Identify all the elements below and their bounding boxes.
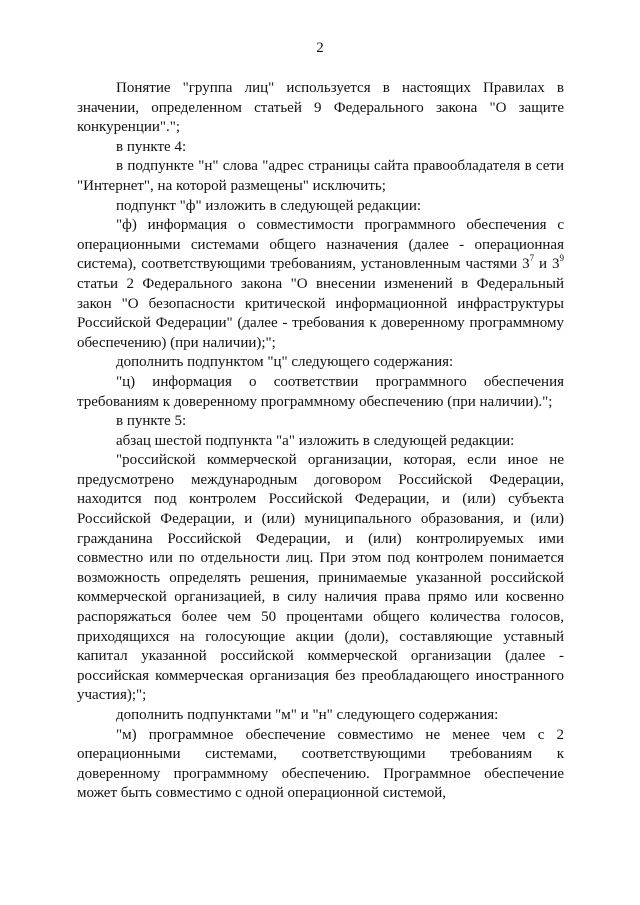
paragraph-subpoint-a-intro: абзац шестой подпункта "а" изложить в следующей редакции: (116, 432, 515, 449)
paragraph-point-5: в пункте 5: (116, 413, 187, 430)
paragraph-russian-organization: "российской коммерческой организации, которая, если иное не предусмотрено международным договором Российской Федерации, находится под контролем Российской Федерации, и (или) субъекта Российской Федерации, и (или) муниципального образования, и (или) гражданина Российской Федерации, и (или) контролируемых ими совместно или по отдельности лиц. При этом под контролем понимается возможность определять решения, принимаемые указанной российской коммерческой организацией, в силу наличия права прямо или косвенно распоряжаться более чем 50 процентами общего количества голосов, приходящихся на голосующие акции (доли), составляющие уставный капитал указанной российской коммерческой организации (далее - российская коммерческая организация без преобладающего иностранного участия);"; (77, 452, 564, 704)
text-part: и 3 (534, 256, 560, 273)
paragraph-subpoint-m-text: "м) программное обеспечение совместимо не менее чем с 2 операционными системами, соответствующими требованиям к доверенному программному обеспечению. Программное обеспечение может быть совместимо с одной операционной системой, (77, 726, 564, 802)
page-number: 2 (316, 40, 324, 56)
paragraph-subpoints-m-n-intro: дополнить подпунктами "м" и "н" следующего содержания: (116, 707, 499, 723)
paragraph-point-4: в пункте 4: (116, 138, 187, 155)
paragraph-subpoint-f-intro: подпункт "ф" изложить в следующей редакции: (116, 197, 422, 214)
text-part: "ф) информация о совместимости программного обеспечения с операционными системами общего назначения (далее - операционная система), соответствующими требованиям, установленным частями 3 (77, 217, 564, 273)
paragraph-group-definition: Понятие "группа лиц" используется в настоящих Правилах в значении, определенном статьей 9 Федерального закона "О защите конкуренции"."; (77, 80, 564, 136)
superscript: 7 (529, 253, 535, 264)
paragraph-subpoint-n: в подпункте "н" слова "адрес страницы сайта правообладателя в сети "Интернет", на которой размещены" исключить; (77, 158, 564, 194)
text-part: статьи 2 Федерального закона "О внесении изменений в Федеральный закон "О безопасности критической информационной инфраструктуры Российской Федерации" (далее - требования к доверенному программному обеспечению) (при наличии);"; (77, 275, 564, 351)
paragraph-subpoint-f-text (77, 216, 564, 353)
paragraph-subpoint-ts-intro: дополнить подпунктом "ц" следующего содержания: (116, 354, 454, 371)
superscript: 9 (559, 253, 564, 264)
paragraph-subpoint-ts-text: "ц) информация о соответствии программного обеспечения требованиям к доверенному программному обеспечению (при наличии)."; (77, 373, 564, 410)
document-body (77, 79, 564, 804)
